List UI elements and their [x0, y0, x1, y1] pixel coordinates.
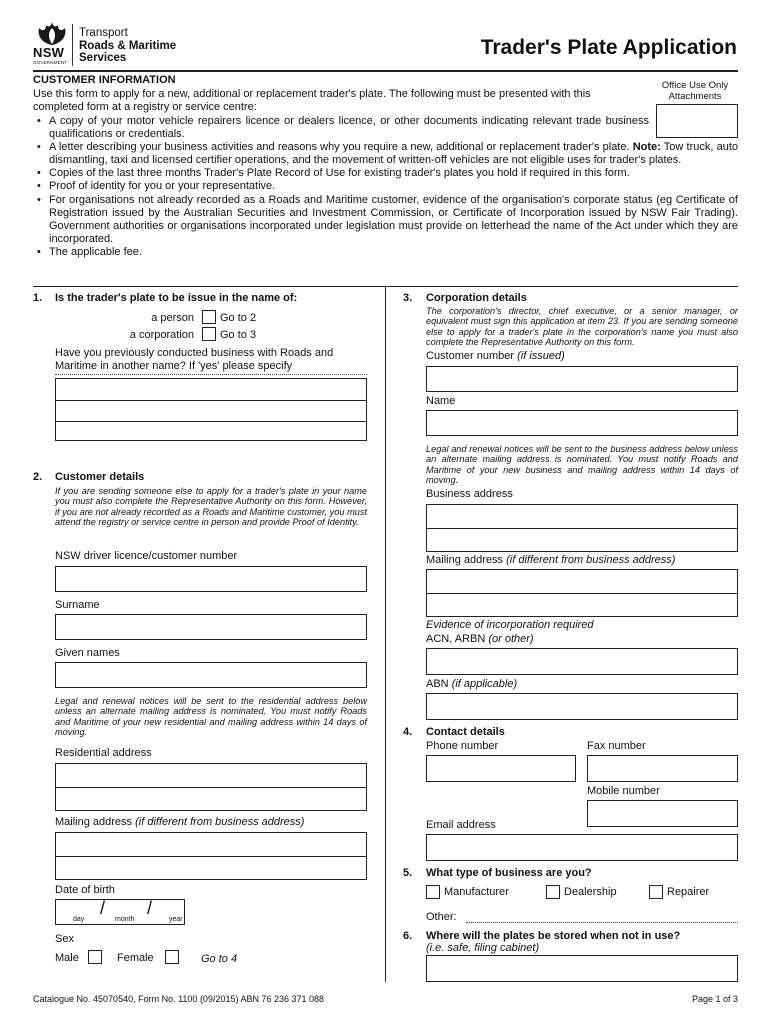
s5-number: 5. [403, 867, 413, 879]
s3-note: The corporation's director, chief executive, or a senior manager, or equivalent must sign this application at item 23. If you are sending someone else to apply for a trader's plate in the corporation's name you must also complete the Representative Authority on this form. [426, 306, 738, 348]
s3-legal-note: Legal and renewal notices will be sent to the business address below unless an alternate mailing address is nominated. You must notify Roads and Maritime of your new business and mailing address within 14 days of moving. [426, 444, 738, 486]
header-rule [33, 70, 738, 72]
acn-label [426, 633, 534, 646]
attachments-label: Attachments [668, 91, 722, 102]
person-checkbox[interactable] [202, 310, 216, 324]
storage-location-field[interactable] [426, 955, 738, 982]
dob-year-label: year [169, 916, 183, 923]
given-names-field[interactable] [55, 662, 367, 688]
prev-business-name-field[interactable] [55, 378, 367, 441]
government-wordmark: GOVERNMENT [33, 60, 68, 65]
field-line [427, 593, 737, 594]
requirements-list [33, 115, 738, 259]
req2-note-text: Tow truck, auto dismantling, taxi and licensed certifier operations, and the movement of written-off vehicles are not eligible uses for trader's plates. [49, 141, 738, 167]
s2-number: 2. [33, 471, 43, 483]
s6-title: Where will the plates be stored when not in use? [426, 930, 681, 942]
prev-business-q-line1: Have you previously conducted business with Roads and [55, 347, 334, 359]
s3-mailing-label [426, 554, 675, 567]
req2-note-label: Note: [632, 141, 661, 154]
male-label: Male [55, 952, 79, 964]
prev-business-q-line2: Maritime in another name? If 'yes' please specify [55, 360, 293, 372]
list-item: • Copies of the last three months Trader's Plate Record of Use for existing trader's plates you hold if required in this form. [33, 167, 738, 180]
list-item [33, 141, 738, 167]
male-checkbox[interactable] [88, 950, 102, 964]
dob-month-label: month [115, 916, 135, 923]
business-address-field[interactable] [426, 504, 738, 552]
s3-mailing-text: Mailing address [426, 554, 504, 566]
office-use-label [650, 80, 740, 102]
s2-legal-note: Legal and renewal notices will be sent to the residential address below unless an alternate mailing address is nominated. You must notify Roads and Maritime of your new residential and mailing address within 14 days of moving. [55, 696, 367, 738]
surname-field[interactable] [55, 614, 367, 640]
corp-name-label: Name [426, 395, 456, 407]
fax-label: Fax number [587, 740, 646, 752]
corporation-label: a corporation [129, 329, 194, 341]
s2-title: Customer details [55, 471, 145, 483]
goto-3-label: Go to 3 [220, 329, 257, 341]
mobile-field[interactable] [587, 800, 738, 827]
s3-mailing-hint: (if different from business address) [506, 554, 676, 566]
sex-label: Sex [55, 933, 74, 945]
field-line [56, 400, 366, 401]
fax-field[interactable] [587, 755, 738, 782]
other-field[interactable] [466, 922, 738, 923]
field-line [56, 421, 366, 422]
s2-note: If you are sending someone else to apply for a trader's plate in your name you must also complete the Representative Authority on this form. However, if you are not already recorded as a Roads and Maritime customer, you must attend the registry or service centre in person and provide Proof of Identity. [55, 486, 367, 528]
req2-text: A letter describing your business activities and reasons why you require a new, additional or replacement trader's plate. [49, 141, 630, 154]
s5-title: What type of business are you? [426, 867, 592, 879]
dob-label: Date of birth [55, 884, 115, 896]
abn-hint: (if applicable) [451, 678, 518, 690]
page-number: Page 1 of 3 [691, 994, 738, 1004]
licence-label: NSW driver licence/customer number [55, 550, 238, 562]
list-item: • The applicable fee. [33, 246, 738, 259]
dob-field[interactable] [55, 899, 185, 925]
licence-field[interactable] [55, 566, 367, 592]
abn-text: ABN [426, 678, 449, 690]
email-field[interactable] [426, 834, 738, 861]
agency-line-2: Roads & Maritime [79, 39, 177, 52]
s6-number: 6. [403, 930, 413, 942]
mobile-label: Mobile number [587, 785, 660, 797]
nsw-wordmark: NSW [33, 45, 65, 60]
repairer-label: Repairer [667, 886, 710, 898]
customer-number-hint: (if issued) [517, 350, 565, 362]
s2-mailing-hint: (if different from business address) [135, 816, 305, 828]
customer-number-field[interactable] [426, 366, 738, 392]
s2-mailing-label [55, 816, 304, 829]
abn-label [426, 678, 517, 691]
other-label: Other: [426, 911, 457, 923]
dob-separator: / [147, 898, 153, 918]
repairer-checkbox[interactable] [649, 885, 663, 899]
waratah-icon [34, 22, 70, 46]
residential-address-label: Residential address [55, 747, 152, 759]
dealership-checkbox[interactable] [546, 885, 560, 899]
phone-label: Phone number [426, 740, 499, 752]
goto-2-label: Go to 2 [220, 312, 257, 324]
agency-name [79, 27, 176, 65]
agency-line-3: Services [79, 52, 127, 64]
agency-line-1: Transport [79, 27, 128, 39]
dob-day-label: day [73, 916, 85, 923]
corporation-checkbox[interactable] [202, 327, 216, 341]
manufacturer-label: Manufacturer [444, 886, 509, 898]
female-label: Female [117, 952, 154, 964]
manufacturer-checkbox[interactable] [426, 885, 440, 899]
abn-field[interactable] [426, 693, 738, 720]
s4-title: Contact details [426, 726, 505, 738]
acn-field[interactable] [426, 648, 738, 675]
s3-mailing-address-field[interactable] [426, 569, 738, 617]
customer-number-label [426, 350, 565, 363]
footer-catalogue: Catalogue No. 45070540, Form No. 1100 (09/2015) ABN 76 236 371 088 [33, 994, 325, 1004]
goto-4-label: Go to 4 [201, 953, 238, 965]
logo-divider [72, 24, 73, 66]
column-divider [385, 286, 386, 982]
acn-hint: (or other) [488, 633, 534, 645]
s1-title: Is the trader's plate to be issue in the name of: [55, 292, 298, 304]
corp-name-field[interactable] [426, 410, 738, 436]
dotted-rule [55, 374, 367, 375]
s3-number: 3. [403, 292, 413, 304]
phone-field[interactable] [426, 755, 576, 782]
s2-mailing-text: Mailing address [55, 816, 133, 828]
s4-number: 4. [403, 726, 413, 738]
surname-label: Surname [55, 599, 100, 611]
list-item: • For organisations not already recorded as a Roads and Maritime customer, evidence of the organisation's corporate status (eg Certificate of Registration issued by the Australian Securities and Investment Commission, or Certificate of Incorporation issued by NSW Fair Trading). Government authorities or organisations incorporated under legislation must provide on letterhead the name of the Act under which they are incorporated. [33, 194, 738, 246]
customer-number-text: Customer number [426, 350, 515, 362]
page-title: Trader's Plate Application [480, 36, 737, 59]
s3-title: Corporation details [426, 292, 527, 304]
office-use-title: Office Use Only [661, 80, 729, 91]
evidence-label: Evidence of incorporation required [426, 619, 594, 631]
female-checkbox[interactable] [165, 950, 179, 964]
field-line [56, 787, 366, 788]
s2-mailing-address-field[interactable] [55, 832, 367, 880]
customer-info-heading: CUSTOMER INFORMATION [33, 74, 176, 86]
email-label: Email address [426, 819, 496, 831]
customer-info-intro: Use this form to apply for a new, additional or replacement trader's plate. The following must be presented with this completed form at a registry or service centre: [33, 88, 591, 114]
given-names-label: Given names [55, 647, 120, 659]
list-item: • Proof of identity for you or your representative. [33, 180, 738, 193]
dob-separator: / [100, 898, 106, 918]
field-line [56, 856, 366, 857]
s1-number: 1. [33, 292, 43, 304]
dealership-label: Dealership [564, 886, 617, 898]
list-item: • A copy of your motor vehicle repairers licence or dealers licence, or other documents indicating relevant trade business qualifications or credentials. [33, 115, 649, 141]
business-address-label: Business address [426, 488, 513, 500]
field-line [427, 528, 737, 529]
s6-hint: (i.e. safe, filing cabinet) [426, 942, 540, 954]
person-label: a person [151, 312, 194, 324]
acn-text: ACN, ARBN [426, 633, 486, 645]
residential-address-field[interactable] [55, 763, 367, 811]
